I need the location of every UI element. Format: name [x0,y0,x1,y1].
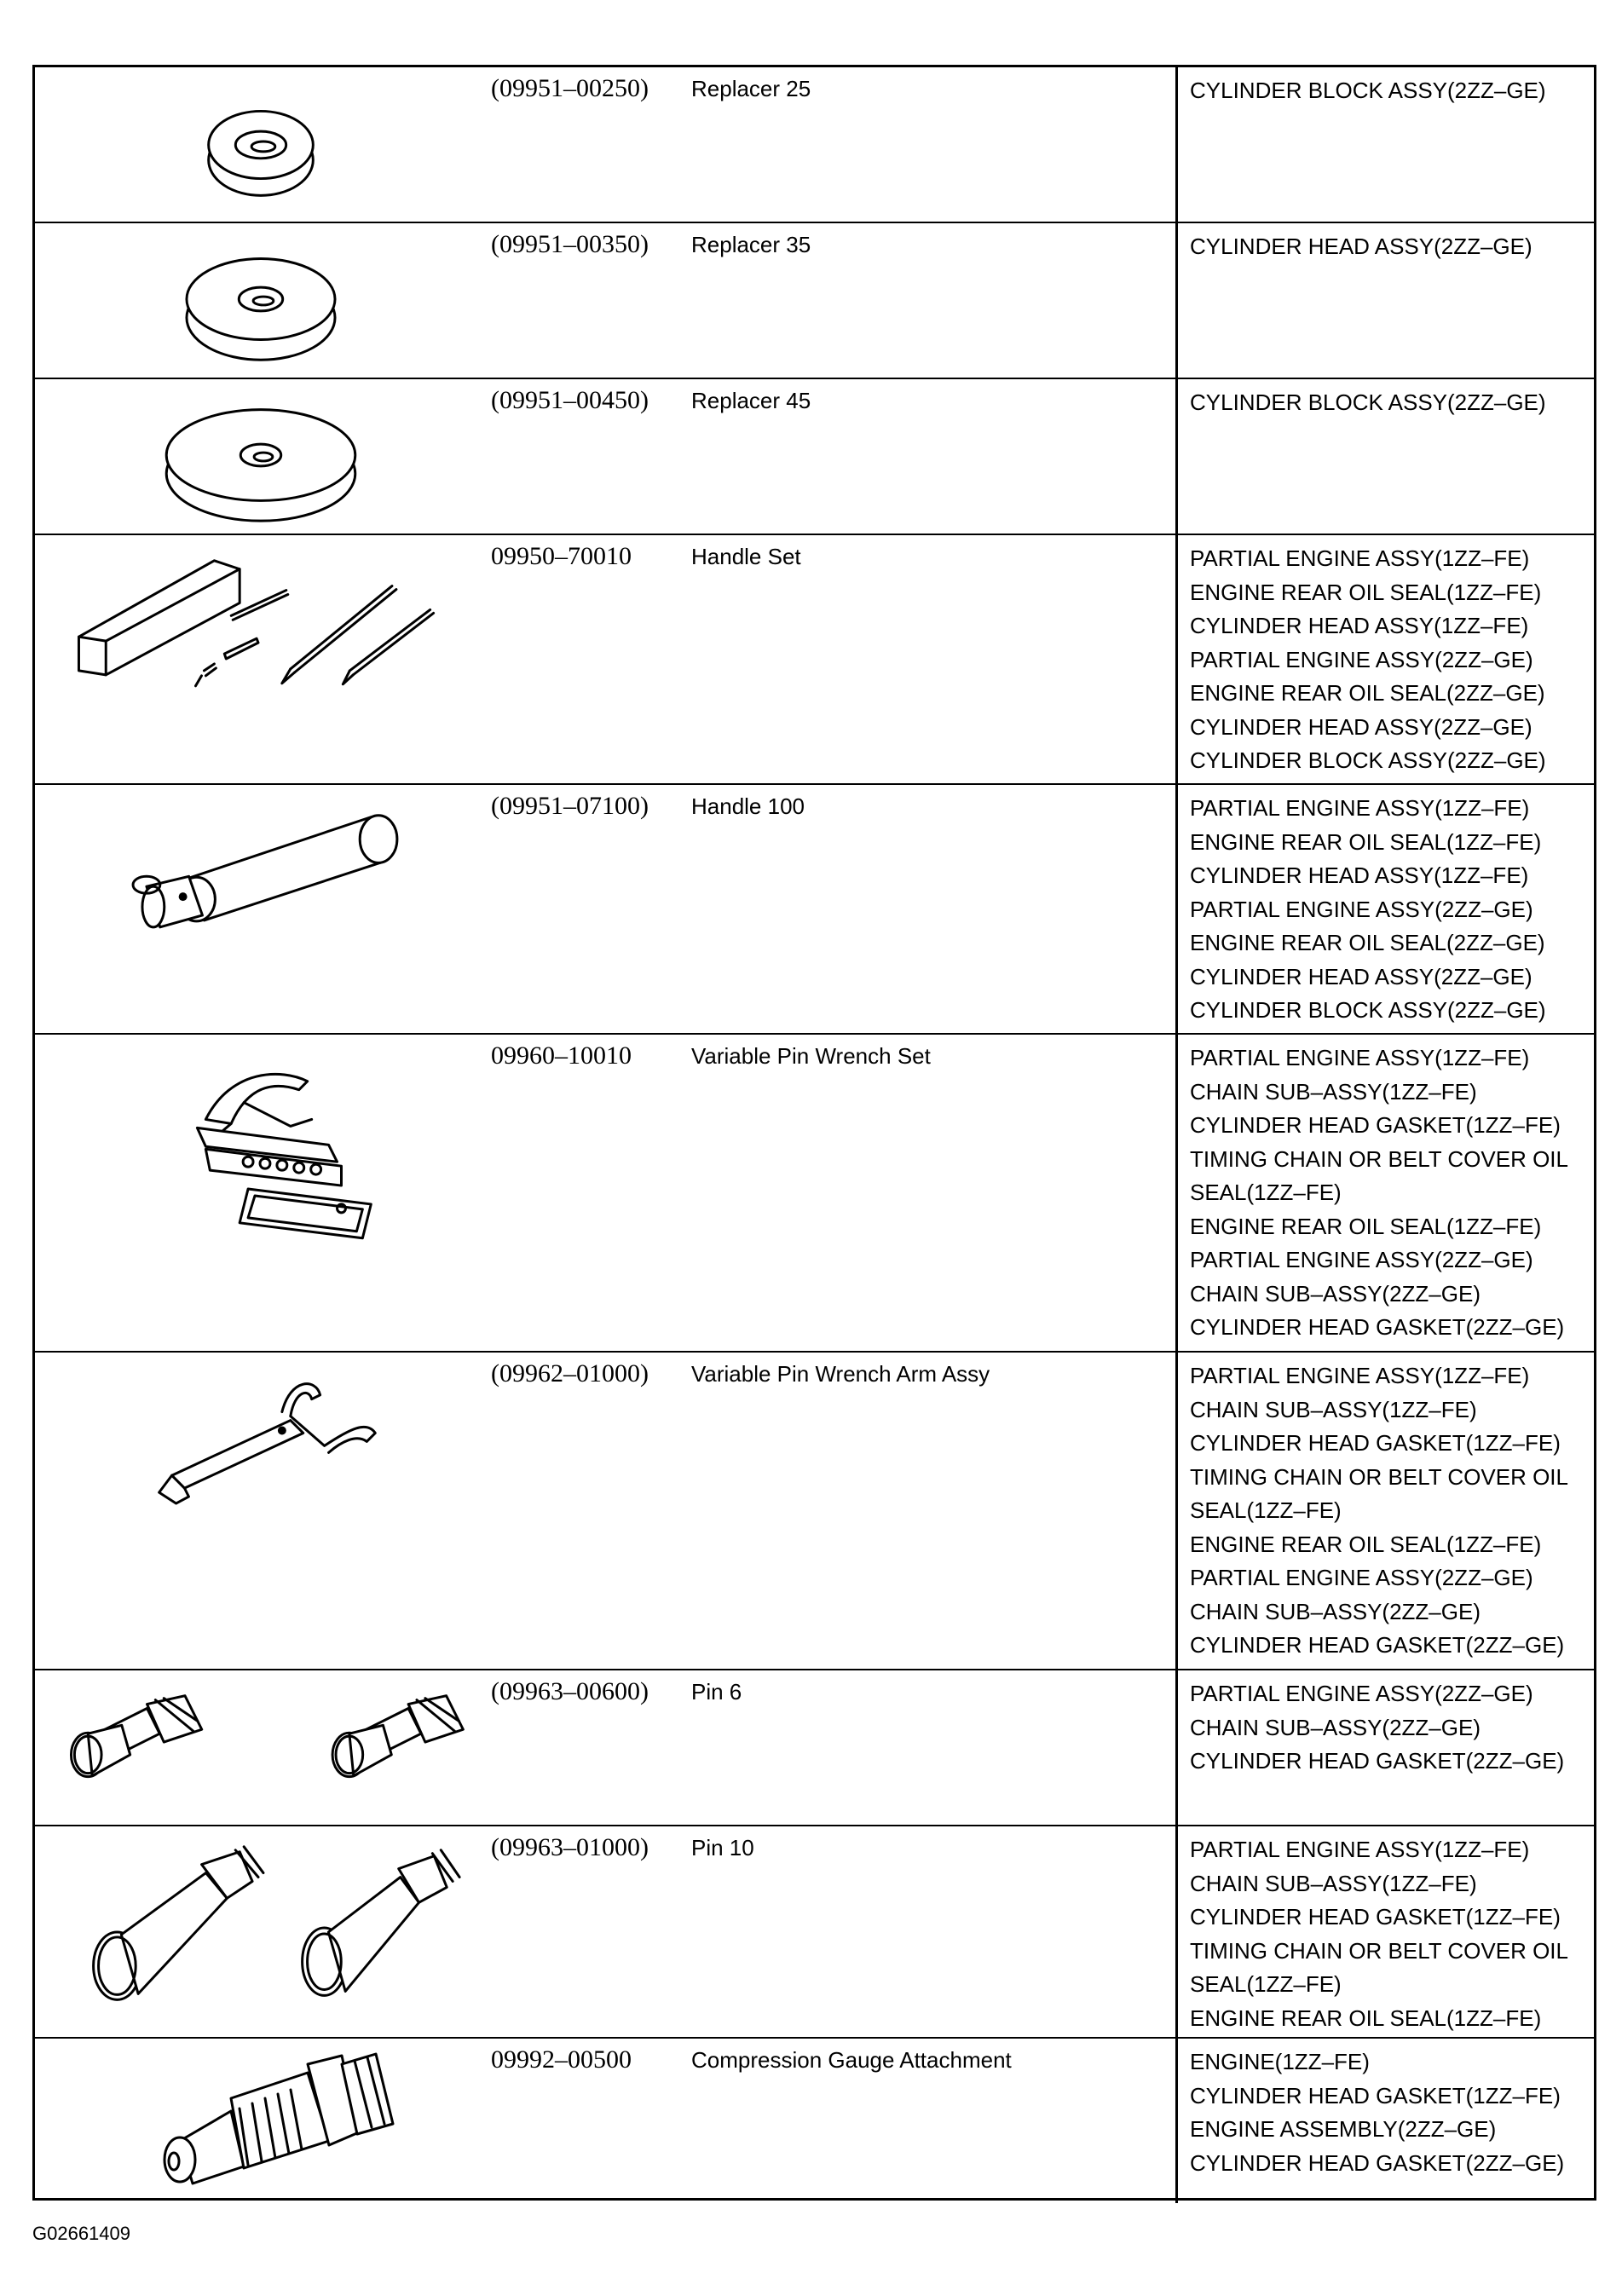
part-number: 09960–10010 [491,1041,632,1070]
usage-item: CYLINDER HEAD ASSY(1ZZ–FE) [1190,613,1529,638]
table-row [35,535,1594,785]
usage-list [1175,223,1594,378]
usage-list [1175,1035,1594,1351]
usage-list [1175,2039,1594,2203]
usage-item: CYLINDER HEAD GASKET(1ZZ–FE) [1190,1112,1561,1138]
usage-item: CHAIN SUB–ASSY(1ZZ–FE) [1190,1870,1477,1896]
usage-list [1175,1826,1594,2037]
pin-wrench-set-icon [35,1035,487,1351]
table-row [35,1670,1594,1826]
usage-item: CYLINDER HEAD GASKET(1ZZ–FE) [1190,1904,1561,1930]
tool-name: Variable Pin Wrench Arm Assy [691,1361,990,1387]
usage-item: ENGINE REAR OIL SEAL(1ZZ–FE) [1190,579,1542,605]
usage-item: ENGINE ASSEMBLY(2ZZ–GE) [1190,2116,1497,2142]
usage-item: PARTIAL ENGINE ASSY(1ZZ–FE) [1190,795,1530,821]
usage-list [1175,1353,1594,1669]
replacer-small-icon [35,67,487,222]
usage-item: ENGINE REAR OIL SEAL(1ZZ–FE) [1190,828,1542,855]
tool-name: Pin 6 [691,1679,742,1705]
usage-list [1175,535,1594,783]
figure-id: G02661409 [32,2223,130,2244]
usage-item: SEAL(1ZZ–FE) [1190,1180,1342,1205]
table-row [35,785,1594,1035]
pin-6-icon [35,1670,487,1825]
usage-item: CYLINDER HEAD GASKET(2ZZ–GE) [1190,2149,1565,2176]
table-row [35,379,1594,535]
usage-item: CYLINDER HEAD ASSY(1ZZ–FE) [1190,862,1529,888]
replacer-medium-icon [35,223,487,378]
usage-item: SEAL(1ZZ–FE) [1190,1497,1342,1523]
part-number: (09963–01000) [491,1833,649,1861]
table-row [35,1035,1594,1353]
usage-item: TIMING CHAIN OR BELT COVER OIL [1190,1937,1568,1964]
tool-name: Pin 10 [691,1835,754,1860]
usage-item: CYLINDER HEAD GASKET(2ZZ–GE) [1190,1632,1565,1658]
usage-item: CHAIN SUB–ASSY(2ZZ–GE) [1190,1714,1481,1740]
usage-item: PARTIAL ENGINE ASSY(2ZZ–GE) [1190,646,1533,672]
usage-item: ENGINE REAR OIL SEAL(1ZZ–FE) [1190,1213,1542,1239]
tool-name: Replacer 35 [691,232,811,257]
usage-list [1175,785,1594,1033]
usage-item: PARTIAL ENGINE ASSY(2ZZ–GE) [1190,1565,1533,1590]
usage-list [1175,67,1594,222]
tool-name: Handle Set [691,544,801,569]
usage-item: TIMING CHAIN OR BELT COVER OIL [1190,1145,1568,1172]
usage-list [1175,379,1594,534]
tool-name: Replacer 25 [691,76,811,101]
usage-item: CHAIN SUB–ASSY(2ZZ–GE) [1190,1280,1481,1307]
table-row [35,67,1594,223]
pin-wrench-arm-icon [35,1353,487,1669]
usage-item: CYLINDER BLOCK ASSY(2ZZ–GE) [1190,997,1546,1023]
pin-10-icon [35,1826,487,2037]
sst-table [32,65,1596,2201]
part-number: (09951–00350) [491,230,649,258]
usage-item: PARTIAL ENGINE ASSY(2ZZ–GE) [1190,1247,1533,1272]
table-row [35,2039,1594,2203]
usage-item: CYLINDER BLOCK ASSY(2ZZ–GE) [1190,747,1546,773]
usage-item: PARTIAL ENGINE ASSY(1ZZ–FE) [1190,1363,1530,1388]
usage-item: CYLINDER HEAD ASSY(2ZZ–GE) [1190,963,1533,989]
compression-gauge-attachment-icon [35,2039,487,2203]
handle-100-icon [35,785,487,1033]
part-number: 09992–00500 [491,2045,632,2074]
tool-name: Replacer 45 [691,388,811,413]
tool-name: Variable Pin Wrench Set [691,1043,931,1069]
usage-item: PARTIAL ENGINE ASSY(2ZZ–GE) [1190,896,1533,922]
part-number: 09950–70010 [491,542,632,570]
usage-item: CYLINDER HEAD ASSY(2ZZ–GE) [1190,713,1533,740]
part-number: (09951–07100) [491,792,649,820]
usage-item: TIMING CHAIN OR BELT COVER OIL [1190,1463,1568,1490]
usage-item: CYLINDER HEAD ASSY(2ZZ–GE) [1190,234,1533,259]
usage-item: ENGINE REAR OIL SEAL(1ZZ–FE) [1190,2005,1542,2031]
usage-item: PARTIAL ENGINE ASSY(1ZZ–FE) [1190,1045,1530,1070]
usage-item: SEAL(1ZZ–FE) [1190,1971,1342,1997]
usage-item: CYLINDER HEAD GASKET(2ZZ–GE) [1190,1748,1565,1774]
usage-item: CHAIN SUB–ASSY(1ZZ–FE) [1190,1078,1477,1105]
usage-item: PARTIAL ENGINE ASSY(1ZZ–FE) [1190,1837,1530,1862]
table-row [35,1353,1594,1670]
usage-list [1175,1670,1594,1825]
table-row [35,223,1594,379]
tool-name: Compression Gauge Attachment [691,2047,1012,2073]
usage-item: CHAIN SUB–ASSY(2ZZ–GE) [1190,1598,1481,1624]
usage-item: ENGINE REAR OIL SEAL(2ZZ–GE) [1190,680,1545,706]
part-number: (09963–00600) [491,1677,649,1705]
part-number: (09951–00250) [491,74,649,102]
usage-item: CYLINDER BLOCK ASSY(2ZZ–GE) [1190,78,1546,103]
usage-item: CYLINDER HEAD GASKET(1ZZ–FE) [1190,1430,1561,1456]
usage-item: CYLINDER HEAD GASKET(2ZZ–GE) [1190,1314,1565,1340]
usage-item: CYLINDER BLOCK ASSY(2ZZ–GE) [1190,389,1546,415]
usage-item: CHAIN SUB–ASSY(1ZZ–FE) [1190,1396,1477,1422]
replacer-large-icon [35,379,487,534]
table-row [35,1826,1594,2039]
usage-item: PARTIAL ENGINE ASSY(1ZZ–FE) [1190,545,1530,571]
part-number: (09962–01000) [491,1359,649,1387]
usage-item: ENGINE(1ZZ–FE) [1190,2049,1370,2074]
part-number: (09951–00450) [491,386,649,414]
handle-set-icon [35,535,487,783]
usage-item: ENGINE REAR OIL SEAL(2ZZ–GE) [1190,930,1545,955]
usage-item: PARTIAL ENGINE ASSY(2ZZ–GE) [1190,1681,1533,1706]
tool-name: Handle 100 [691,793,805,819]
usage-item: ENGINE REAR OIL SEAL(1ZZ–FE) [1190,1531,1542,1557]
usage-item: CYLINDER HEAD GASKET(1ZZ–FE) [1190,2082,1561,2109]
